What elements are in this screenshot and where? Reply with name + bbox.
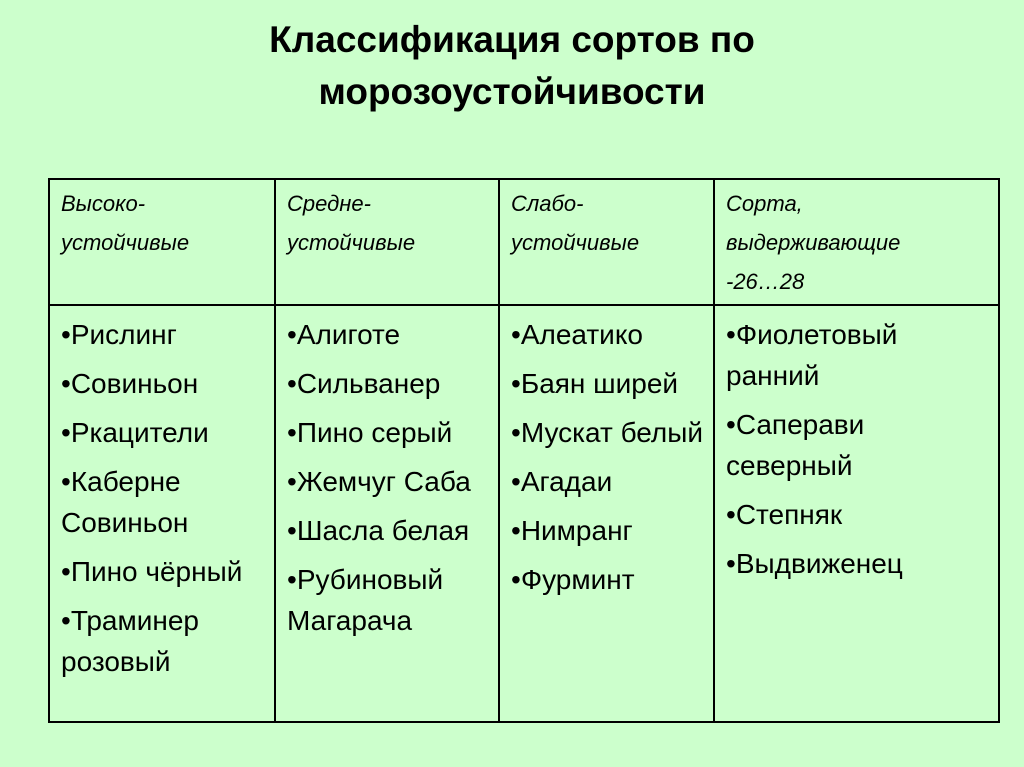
list-item: • Каберне Совиньон <box>61 461 270 543</box>
variety-list <box>511 314 709 600</box>
header-text: Сорта, <box>726 191 803 216</box>
cell-weakly-resistant <box>499 305 714 722</box>
header-text: Слабо- <box>511 191 584 216</box>
header-highly-resistant <box>49 179 275 305</box>
list-item: • Алеатико <box>511 314 709 355</box>
variety-list <box>61 314 270 682</box>
list-item: • Саперави северный <box>726 404 994 486</box>
cell-medium-resistant <box>275 305 499 722</box>
variety-list <box>726 314 994 584</box>
header-text: устойчивые <box>61 230 190 255</box>
list-item: • Совиньон <box>61 363 270 404</box>
list-item: • Рубиновый Магарача <box>287 559 494 641</box>
cell-highly-resistant <box>49 305 275 722</box>
list-item: • Степняк <box>726 494 994 535</box>
variety-list <box>287 314 494 641</box>
list-item: • Нимранг <box>511 510 709 551</box>
slide-title-line-1: Классификация сортов по <box>269 19 755 60</box>
list-item: • Агадаи <box>511 461 709 502</box>
table-row <box>49 305 999 722</box>
header-text: -26…28 <box>726 269 805 294</box>
header-text: устойчивые <box>287 230 416 255</box>
list-item: • Рислинг <box>61 314 270 355</box>
list-item: • Мускат белый <box>511 412 709 453</box>
list-item: • Ркацители <box>61 412 270 453</box>
header-medium-resistant <box>275 179 499 305</box>
header-text: Высоко- <box>61 191 146 216</box>
list-item: • Алиготе <box>287 314 494 355</box>
list-item: • Баян ширей <box>511 363 709 404</box>
list-item: • Фурминт <box>511 559 709 600</box>
header-text: Средне- <box>287 191 371 216</box>
list-item: • Пино чёрный <box>61 551 270 592</box>
frost-resistance-table <box>48 178 1000 723</box>
cell-withstanding-varieties <box>714 305 999 722</box>
list-item: • Траминер розовый <box>61 600 270 682</box>
list-item: • Жемчуг Саба <box>287 461 494 502</box>
header-text: выдерживающие <box>726 230 901 255</box>
header-withstanding-varieties <box>714 179 999 305</box>
slide-title <box>0 14 1024 118</box>
slide-title-line-2: морозоустойчивости <box>318 71 706 112</box>
list-item: • Фиолетовый ранний <box>726 314 994 396</box>
header-text: устойчивые <box>511 230 640 255</box>
list-item: • Шасла белая <box>287 510 494 551</box>
table-header-row <box>49 179 999 305</box>
list-item: • Пино серый <box>287 412 494 453</box>
list-item: • Сильванер <box>287 363 494 404</box>
header-weakly-resistant <box>499 179 714 305</box>
list-item: • Выдвиженец <box>726 543 994 584</box>
